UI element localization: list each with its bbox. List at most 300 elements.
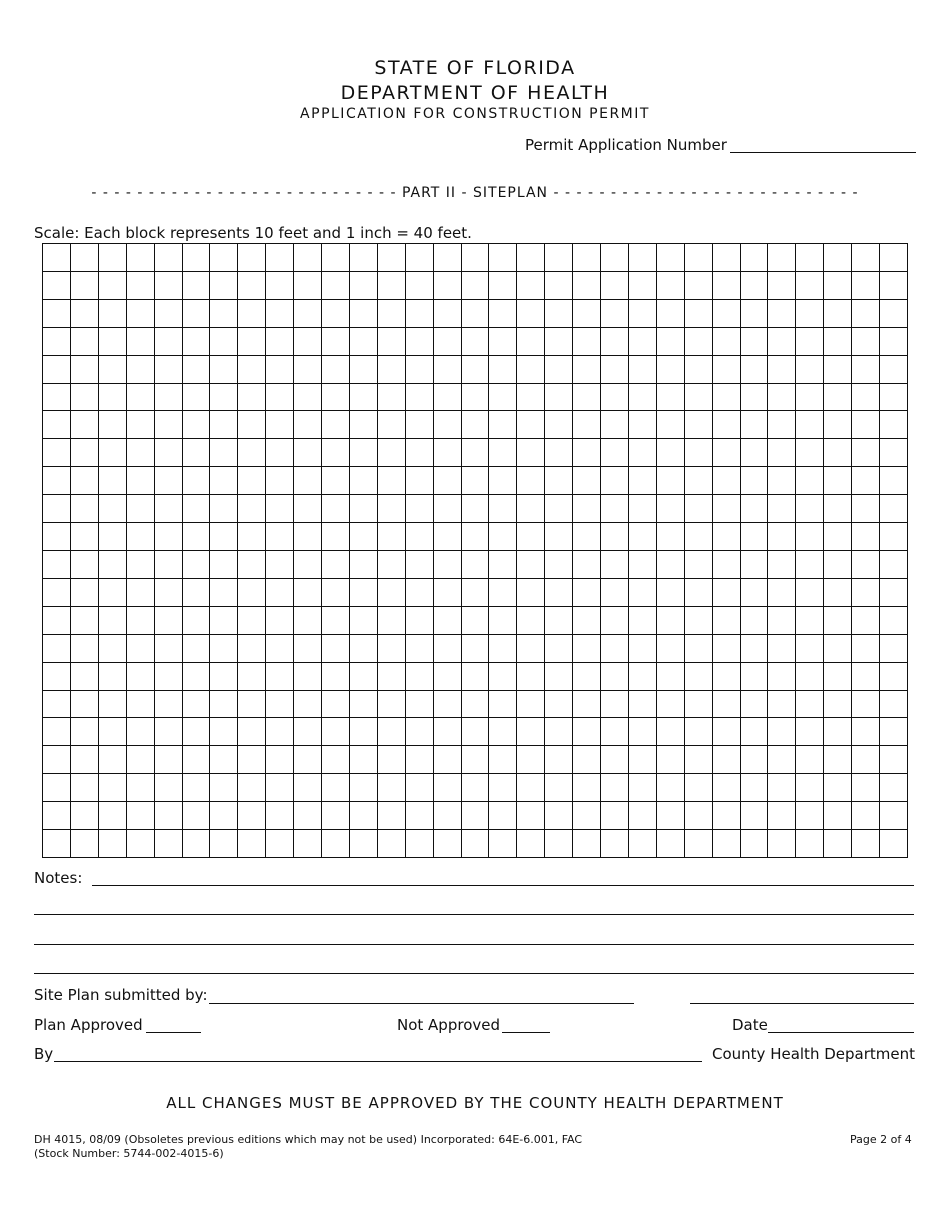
grid-cell <box>378 356 406 384</box>
grid-cell <box>378 384 406 412</box>
grid-cell <box>741 300 769 328</box>
grid-cell <box>406 691 434 719</box>
grid-cell <box>155 663 183 691</box>
grid-cell <box>322 774 350 802</box>
grid-cell <box>462 523 490 551</box>
grid-cell <box>127 356 155 384</box>
grid-cell <box>880 272 908 300</box>
grid-cell <box>294 635 322 663</box>
notes-line-2[interactable] <box>34 914 914 915</box>
grid-cell <box>462 439 490 467</box>
grid-cell <box>71 802 99 830</box>
grid-cell <box>462 607 490 635</box>
grid-cell <box>852 718 880 746</box>
grid-cell <box>489 439 517 467</box>
grid-cell <box>489 746 517 774</box>
grid-cell <box>238 272 266 300</box>
grid-cell <box>573 300 601 328</box>
grid-cell <box>685 635 713 663</box>
grid-cell <box>294 551 322 579</box>
grid-cell <box>852 802 880 830</box>
grid-cell <box>127 439 155 467</box>
grid-cell <box>685 439 713 467</box>
grid-cell <box>238 663 266 691</box>
plan-approved-field[interactable] <box>146 1032 201 1033</box>
grid-cell <box>266 830 294 858</box>
grid-cell <box>406 300 434 328</box>
grid-cell <box>545 328 573 356</box>
grid-cell <box>573 356 601 384</box>
grid-cell <box>378 300 406 328</box>
grid-cell <box>768 579 796 607</box>
grid-cell <box>378 579 406 607</box>
grid-cell <box>43 356 71 384</box>
grid-cell <box>629 635 657 663</box>
grid-cell <box>685 328 713 356</box>
grid-cell <box>601 663 629 691</box>
grid-cell <box>266 774 294 802</box>
grid-cell <box>796 439 824 467</box>
grid-cell <box>183 746 211 774</box>
grid-cell <box>294 244 322 272</box>
grid-cell <box>517 718 545 746</box>
grid-cell <box>434 272 462 300</box>
grid-cell <box>629 523 657 551</box>
notes-line-1[interactable] <box>92 885 914 886</box>
grid-cell <box>322 830 350 858</box>
grid-cell <box>880 328 908 356</box>
grid-cell <box>350 607 378 635</box>
grid-cell <box>517 384 545 412</box>
grid-cell <box>852 551 880 579</box>
grid-cell <box>741 718 769 746</box>
grid-cell <box>43 579 71 607</box>
grid-cell <box>601 774 629 802</box>
grid-cell <box>71 328 99 356</box>
grid-cell <box>685 495 713 523</box>
grid-cell <box>378 663 406 691</box>
grid-cell <box>573 439 601 467</box>
grid-cell <box>601 802 629 830</box>
grid-cell <box>741 551 769 579</box>
grid-cell <box>796 579 824 607</box>
grid-cell <box>322 607 350 635</box>
grid-cell <box>155 356 183 384</box>
grid-cell <box>824 718 852 746</box>
grid-cell <box>601 579 629 607</box>
grid-cell <box>462 356 490 384</box>
grid-cell <box>322 802 350 830</box>
grid-cell <box>657 718 685 746</box>
grid-cell <box>43 551 71 579</box>
grid-cell <box>713 663 741 691</box>
grid-cell <box>238 746 266 774</box>
grid-cell <box>880 830 908 858</box>
grid-cell <box>489 495 517 523</box>
grid-cell <box>238 830 266 858</box>
grid-cell <box>685 607 713 635</box>
grid-cell <box>629 746 657 774</box>
grid-cell <box>434 495 462 523</box>
grid-cell <box>796 467 824 495</box>
grid-cell <box>545 272 573 300</box>
grid-cell <box>824 384 852 412</box>
grid-cell <box>685 523 713 551</box>
grid-cell <box>71 356 99 384</box>
grid-cell <box>629 384 657 412</box>
grid-cell <box>71 691 99 719</box>
grid-cell <box>880 718 908 746</box>
date-label: Date <box>732 1016 768 1034</box>
grid-cell <box>629 244 657 272</box>
grid-cell <box>796 384 824 412</box>
grid-cell <box>238 439 266 467</box>
grid-cell <box>573 579 601 607</box>
grid-cell <box>462 774 490 802</box>
grid-cell <box>71 411 99 439</box>
grid-cell <box>183 328 211 356</box>
grid-cell <box>238 774 266 802</box>
form-info: DH 4015, 08/09 (Obsoletes previous editions which may not be used) Incorporated: 64E-6.001, FAC <box>34 1133 583 1146</box>
grid-cell <box>489 663 517 691</box>
grid-cell <box>852 607 880 635</box>
grid-cell <box>657 523 685 551</box>
grid-cell <box>601 635 629 663</box>
grid-cell <box>71 300 99 328</box>
grid-cell <box>434 356 462 384</box>
notes-line-3[interactable] <box>34 944 914 945</box>
grid-cell <box>573 551 601 579</box>
grid-cell <box>629 495 657 523</box>
grid-cell <box>713 300 741 328</box>
grid-cell <box>768 774 796 802</box>
grid-cell <box>741 439 769 467</box>
grid-cell <box>434 551 462 579</box>
grid-cell <box>155 272 183 300</box>
grid-cell <box>713 439 741 467</box>
grid-cell <box>824 467 852 495</box>
grid-cell <box>238 691 266 719</box>
grid-cell <box>378 467 406 495</box>
permit-number-label: Permit Application Number <box>525 136 727 154</box>
grid-cell <box>517 774 545 802</box>
grid-cell <box>629 718 657 746</box>
grid-cell <box>657 439 685 467</box>
grid-cell <box>155 328 183 356</box>
plan-approved-label: Plan Approved <box>34 1016 143 1034</box>
grid-cell <box>601 356 629 384</box>
grid-cell <box>210 356 238 384</box>
grid-cell <box>601 718 629 746</box>
grid-cell <box>685 774 713 802</box>
grid-cell <box>71 467 99 495</box>
approval-warning: ALL CHANGES MUST BE APPROVED BY THE COUNTY HEALTH DEPARTMENT <box>166 1094 784 1112</box>
grid-cell <box>545 579 573 607</box>
county-label: County Health Department <box>712 1045 915 1063</box>
grid-cell <box>99 579 127 607</box>
grid-cell <box>517 607 545 635</box>
grid-cell <box>489 467 517 495</box>
grid-cell <box>880 356 908 384</box>
grid-cell <box>43 746 71 774</box>
grid-cell <box>350 467 378 495</box>
grid-cell <box>657 384 685 412</box>
grid-cell <box>601 439 629 467</box>
grid-cell <box>796 523 824 551</box>
grid-cell <box>796 411 824 439</box>
grid-cell <box>852 300 880 328</box>
grid-cell <box>768 467 796 495</box>
grid-cell <box>350 272 378 300</box>
grid-cell <box>824 663 852 691</box>
grid-cell <box>434 774 462 802</box>
grid-cell <box>545 495 573 523</box>
grid-cell <box>657 328 685 356</box>
grid-cell <box>155 607 183 635</box>
grid-cell <box>266 300 294 328</box>
grid-cell <box>768 830 796 858</box>
grid-cell <box>266 691 294 719</box>
grid-cell <box>294 579 322 607</box>
grid-cell <box>434 300 462 328</box>
grid-cell <box>378 802 406 830</box>
grid-cell <box>99 467 127 495</box>
grid-cell <box>852 411 880 439</box>
notes-line-4[interactable] <box>34 973 914 974</box>
grid-cell <box>322 523 350 551</box>
grid-cell <box>824 551 852 579</box>
scale-note: Scale: Each block represents 10 feet and 1 inch = 40 feet. <box>34 224 472 242</box>
grid-cell <box>434 411 462 439</box>
grid-cell <box>322 300 350 328</box>
grid-cell <box>378 635 406 663</box>
grid-cell <box>294 384 322 412</box>
grid-cell <box>741 272 769 300</box>
grid-cell <box>155 300 183 328</box>
section-title: - - - - - - - - - - - - - - - - - - - - - - - - - - - PART II - SITEPLAN - - - - - - - - - - - - - - - - - - - - - - - - - - - <box>91 185 859 201</box>
grid-cell <box>71 663 99 691</box>
grid-cell <box>322 439 350 467</box>
grid-cell <box>880 467 908 495</box>
grid-cell <box>99 551 127 579</box>
grid-cell <box>294 607 322 635</box>
grid-cell <box>824 356 852 384</box>
grid-cell <box>127 802 155 830</box>
grid-cell <box>183 272 211 300</box>
date-field[interactable] <box>768 1032 914 1033</box>
grid-cell <box>462 802 490 830</box>
grid-cell <box>71 607 99 635</box>
grid-cell <box>322 467 350 495</box>
grid-cell <box>824 607 852 635</box>
grid-cell <box>183 607 211 635</box>
grid-cell <box>266 635 294 663</box>
grid-cell <box>350 356 378 384</box>
grid-cell <box>713 746 741 774</box>
grid-cell <box>183 384 211 412</box>
grid-cell <box>573 607 601 635</box>
grid-cell <box>741 579 769 607</box>
grid-cell <box>685 384 713 412</box>
grid-cell <box>434 802 462 830</box>
grid-cell <box>517 802 545 830</box>
grid-cell <box>127 384 155 412</box>
grid-cell <box>824 830 852 858</box>
grid-cell <box>629 691 657 719</box>
grid-cell <box>741 523 769 551</box>
grid-cell <box>517 663 545 691</box>
grid-cell <box>210 579 238 607</box>
grid-cell <box>880 663 908 691</box>
grid-cell <box>210 439 238 467</box>
grid-cell <box>462 579 490 607</box>
submitted-by-extra-field[interactable] <box>690 1003 914 1004</box>
grid-cell <box>99 300 127 328</box>
grid-cell <box>434 467 462 495</box>
grid-cell <box>406 607 434 635</box>
grid-cell <box>322 579 350 607</box>
not-approved-label: Not Approved <box>397 1016 500 1034</box>
grid-cell <box>266 328 294 356</box>
grid-cell <box>685 691 713 719</box>
grid-cell <box>127 746 155 774</box>
grid-cell <box>266 384 294 412</box>
grid-cell <box>210 300 238 328</box>
grid-cell <box>601 384 629 412</box>
grid-cell <box>517 551 545 579</box>
grid-cell <box>629 272 657 300</box>
grid-cell <box>573 244 601 272</box>
grid-cell <box>322 663 350 691</box>
grid-cell <box>517 495 545 523</box>
grid-cell <box>350 495 378 523</box>
grid-cell <box>741 328 769 356</box>
grid-cell <box>796 746 824 774</box>
grid-cell <box>768 635 796 663</box>
grid-cell <box>545 691 573 719</box>
grid-cell <box>43 663 71 691</box>
grid-cell <box>852 439 880 467</box>
not-approved-field[interactable] <box>502 1032 550 1033</box>
form-title: APPLICATION FOR CONSTRUCTION PERMIT <box>300 106 650 122</box>
grid-cell <box>183 300 211 328</box>
grid-cell <box>685 272 713 300</box>
grid-cell <box>545 746 573 774</box>
grid-cell <box>350 746 378 774</box>
grid-cell <box>685 300 713 328</box>
grid-cell <box>880 523 908 551</box>
grid-cell <box>266 802 294 830</box>
grid-cell <box>99 830 127 858</box>
grid-cell <box>71 551 99 579</box>
grid-cell <box>517 579 545 607</box>
grid-cell <box>796 551 824 579</box>
siteplan-grid[interactable] <box>42 243 908 858</box>
grid-cell <box>350 635 378 663</box>
grid-cell <box>99 272 127 300</box>
grid-cell <box>629 663 657 691</box>
grid-cell <box>657 467 685 495</box>
grid-cell <box>796 300 824 328</box>
grid-cell <box>517 411 545 439</box>
grid-cell <box>768 411 796 439</box>
grid-cell <box>768 300 796 328</box>
grid-cell <box>545 244 573 272</box>
grid-cell <box>406 244 434 272</box>
grid-cell <box>880 244 908 272</box>
grid-cell <box>183 244 211 272</box>
grid-cell <box>685 467 713 495</box>
grid-cell <box>183 691 211 719</box>
grid-cell <box>71 579 99 607</box>
grid-cell <box>350 328 378 356</box>
grid-cell <box>406 802 434 830</box>
grid-cell <box>434 607 462 635</box>
grid-cell <box>489 607 517 635</box>
grid-cell <box>294 802 322 830</box>
grid-cell <box>824 300 852 328</box>
grid-cell <box>294 774 322 802</box>
grid-cell <box>601 411 629 439</box>
grid-cell <box>517 272 545 300</box>
grid-cell <box>71 635 99 663</box>
grid-cell <box>573 774 601 802</box>
grid-cell <box>294 663 322 691</box>
grid-cell <box>489 384 517 412</box>
grid-cell <box>741 830 769 858</box>
grid-cell <box>517 328 545 356</box>
grid-cell <box>462 551 490 579</box>
grid-cell <box>489 579 517 607</box>
grid-cell <box>601 495 629 523</box>
grid-cell <box>238 551 266 579</box>
grid-cell <box>155 495 183 523</box>
grid-cell <box>824 691 852 719</box>
grid-cell <box>350 830 378 858</box>
grid-cell <box>768 495 796 523</box>
grid-cell <box>71 830 99 858</box>
grid-cell <box>434 718 462 746</box>
grid-cell <box>99 691 127 719</box>
stock-number: (Stock Number: 5744-002-4015-6) <box>34 1147 224 1160</box>
grid-cell <box>71 439 99 467</box>
grid-cell <box>378 607 406 635</box>
grid-cell <box>573 718 601 746</box>
grid-cell <box>462 244 490 272</box>
grid-cell <box>350 718 378 746</box>
grid-cell <box>210 551 238 579</box>
grid-cell <box>545 607 573 635</box>
permit-number-field[interactable] <box>730 152 916 153</box>
grid-cell <box>155 551 183 579</box>
grid-cell <box>322 691 350 719</box>
by-field[interactable] <box>54 1061 702 1062</box>
grid-cell <box>629 774 657 802</box>
grid-cell <box>238 384 266 412</box>
grid-cell <box>824 579 852 607</box>
grid-cell <box>768 691 796 719</box>
grid-cell <box>741 467 769 495</box>
grid-cell <box>824 328 852 356</box>
grid-cell <box>852 467 880 495</box>
grid-cell <box>852 523 880 551</box>
grid-cell <box>406 774 434 802</box>
grid-cell <box>71 774 99 802</box>
submitted-by-field[interactable] <box>209 1003 634 1004</box>
grid-cell <box>685 830 713 858</box>
grid-cell <box>406 328 434 356</box>
grid-cell <box>629 328 657 356</box>
